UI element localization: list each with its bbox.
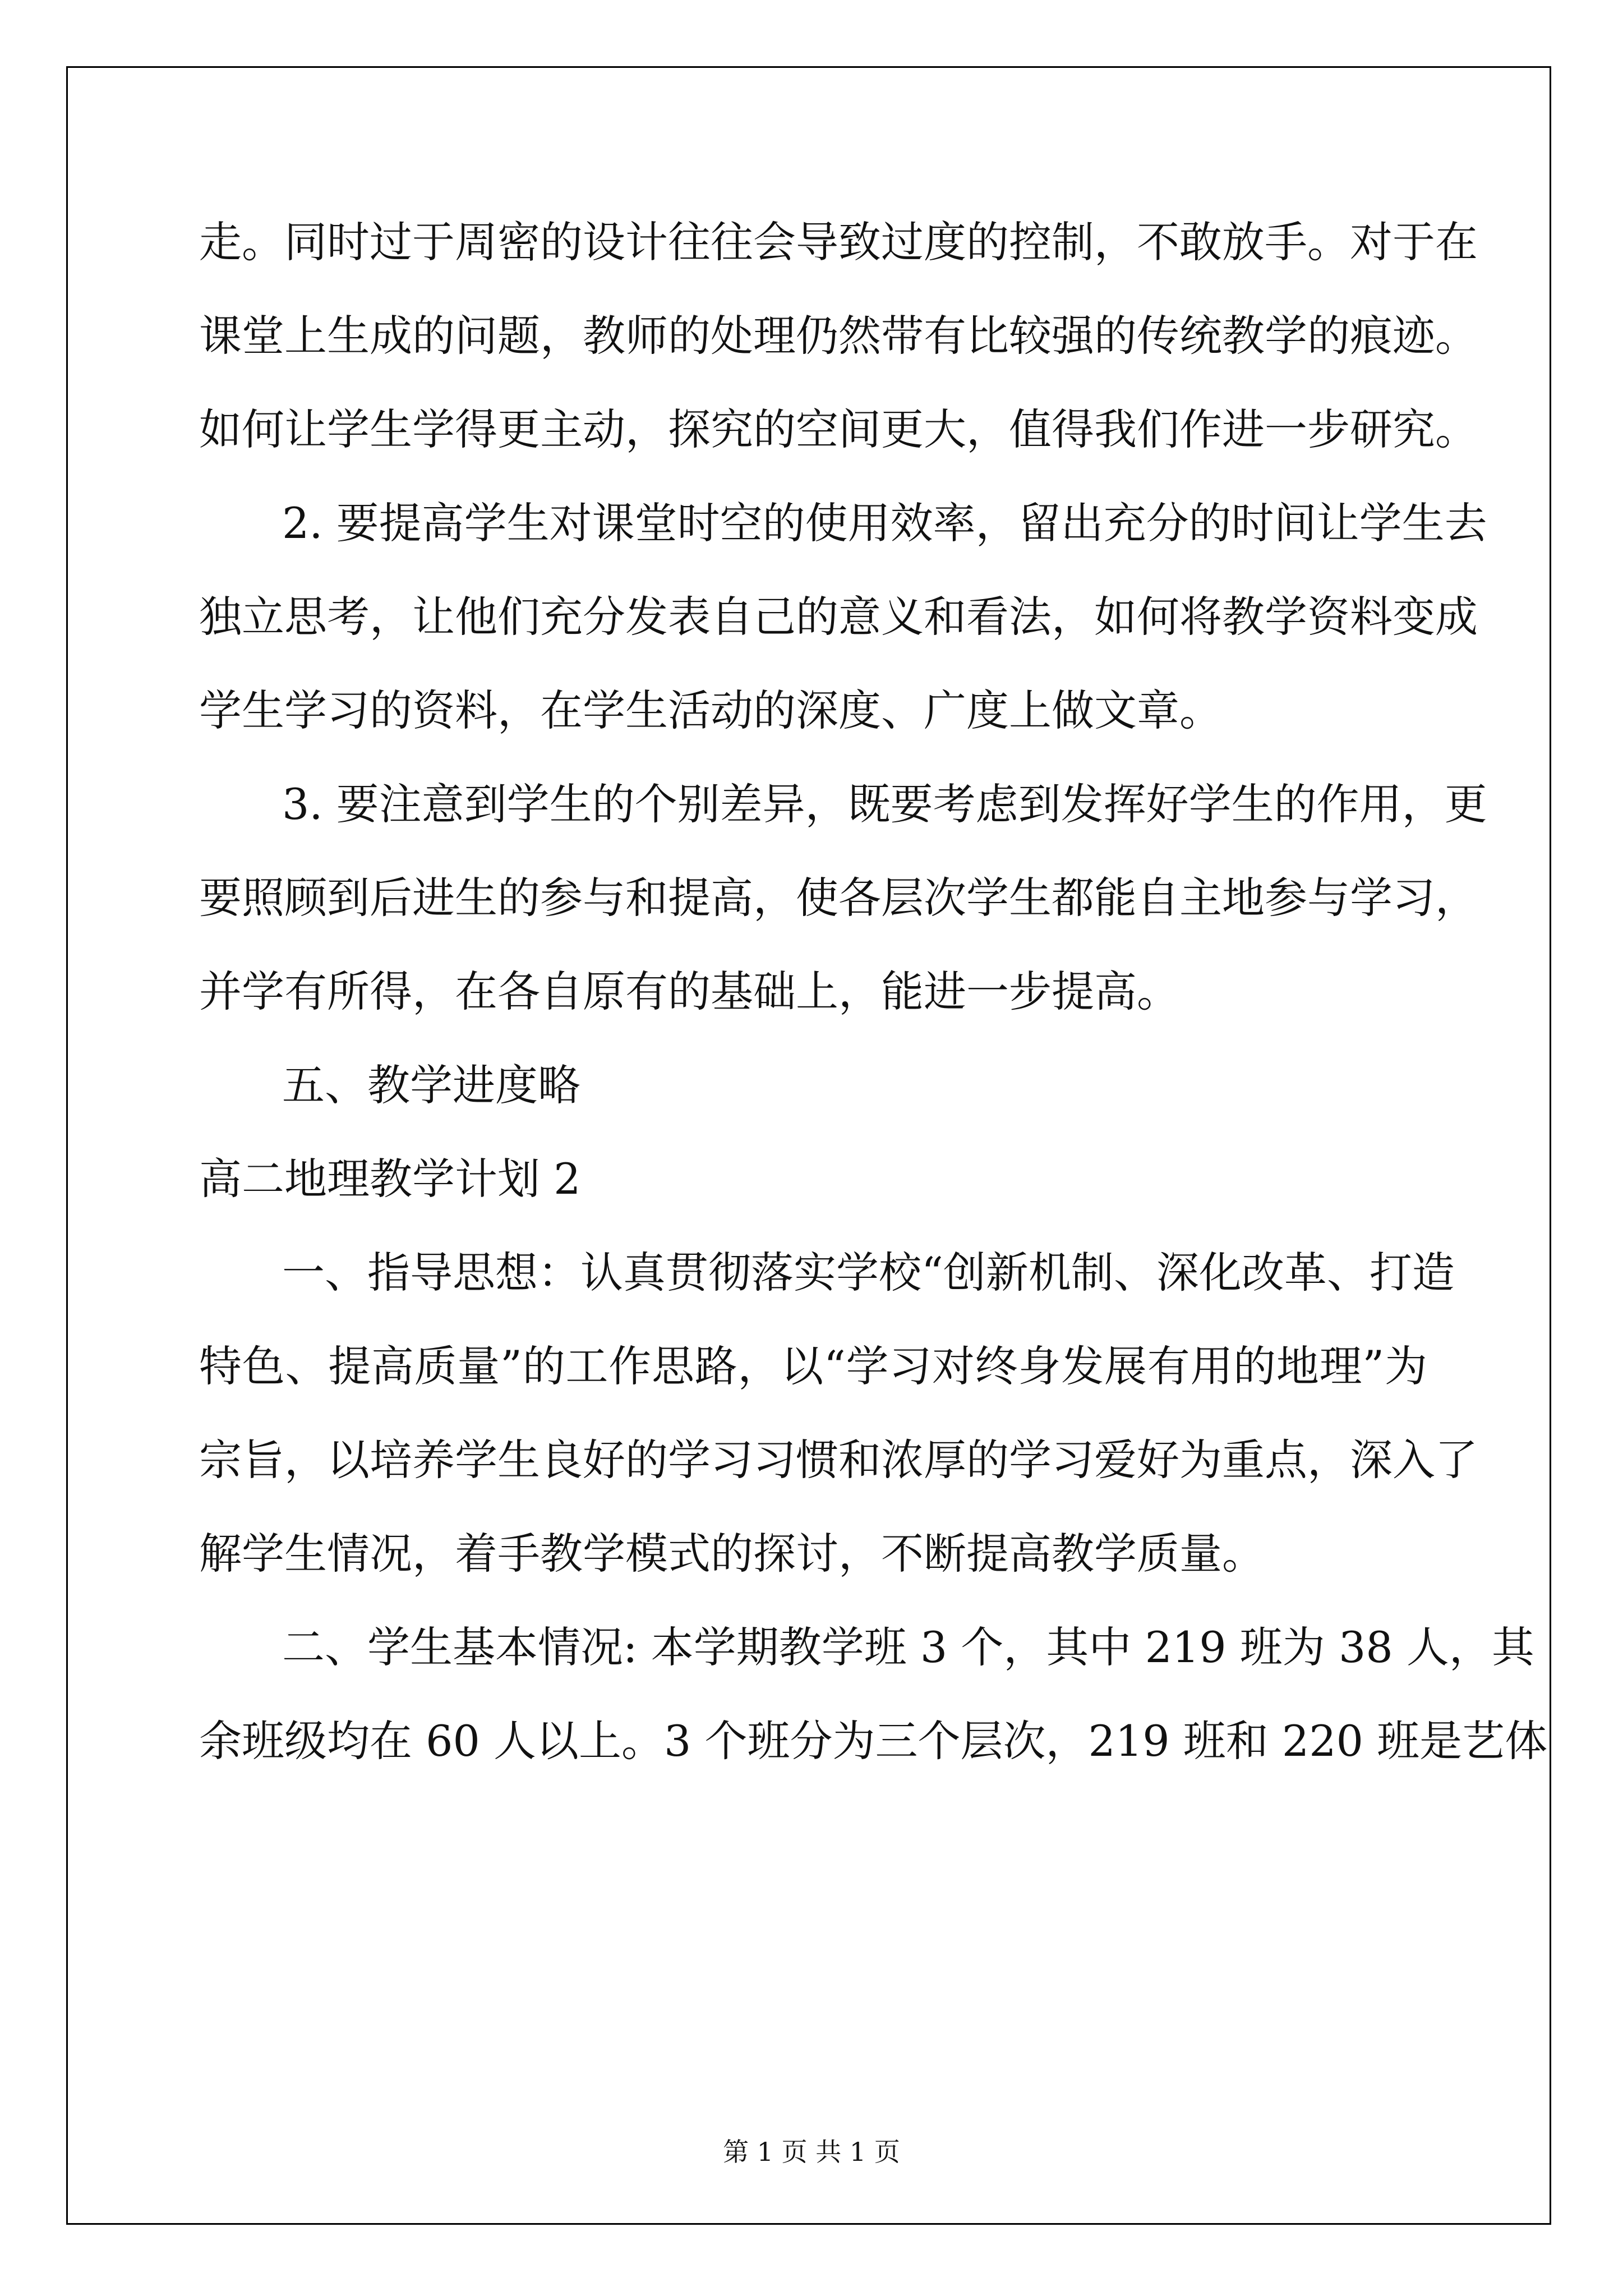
section-heading: 五、教学进度略: [282, 1060, 580, 1110]
body-line: 如何让学生学得更主动，探究的空间更大，值得我们作进一步研究。: [199, 404, 1478, 454]
body-line: 2. 要提高学生对课堂时空的使用效率，留出充分的时间让学生去: [282, 498, 1487, 548]
body-line: 独立思考，让他们充分发表自己的意义和看法，如何将教学资料变成: [199, 592, 1478, 642]
body-line: 特色、提高质量”的工作思路，以“学习对终身发展有用的地理”为: [199, 1341, 1427, 1391]
body-line: 并学有所得，在各自原有的基础上，能进一步提高。: [199, 967, 1179, 1016]
document-title: 高二地理教学计划 2: [199, 1154, 581, 1204]
body-line: 余班级均在 60 人以上。3 个班分为三个层次，219 班和 220 班是艺体: [199, 1716, 1548, 1766]
body-line: 解学生情况，着手教学模式的探讨，不断提高教学质量。: [199, 1529, 1265, 1579]
page-number-footer: 第 1 页 共 1 页: [723, 2137, 900, 2167]
body-line: 走。同时过于周密的设计往往会导致过度的控制，不敢放手。对于在: [199, 217, 1478, 267]
body-line: 二、学生基本情况: 本学期教学班 3 个，其中 219 班为 38 人，其: [282, 1622, 1534, 1672]
body-line: 要照顾到后进生的参与和提高，使各层次学生都能自主地参与学习，: [199, 873, 1478, 923]
body-line: 3. 要注意到学生的个别差异，既要考虑到发挥好学生的作用，更: [282, 779, 1487, 829]
document-body: [199, 195, 1548, 1788]
body-line: 课堂上生成的问题，教师的处理仍然带有比较强的传统教学的痕迹。: [199, 311, 1478, 361]
body-line: 一、指导思想：认真贯彻落实学校“创新机制、深化改革、打造: [282, 1248, 1455, 1297]
body-line: 学生学习的资料，在学生活动的深度、广度上做文章。: [199, 685, 1222, 735]
body-line: 宗旨，以培养学生良好的学习习惯和浓厚的学习爱好为重点，深入了: [199, 1435, 1478, 1485]
